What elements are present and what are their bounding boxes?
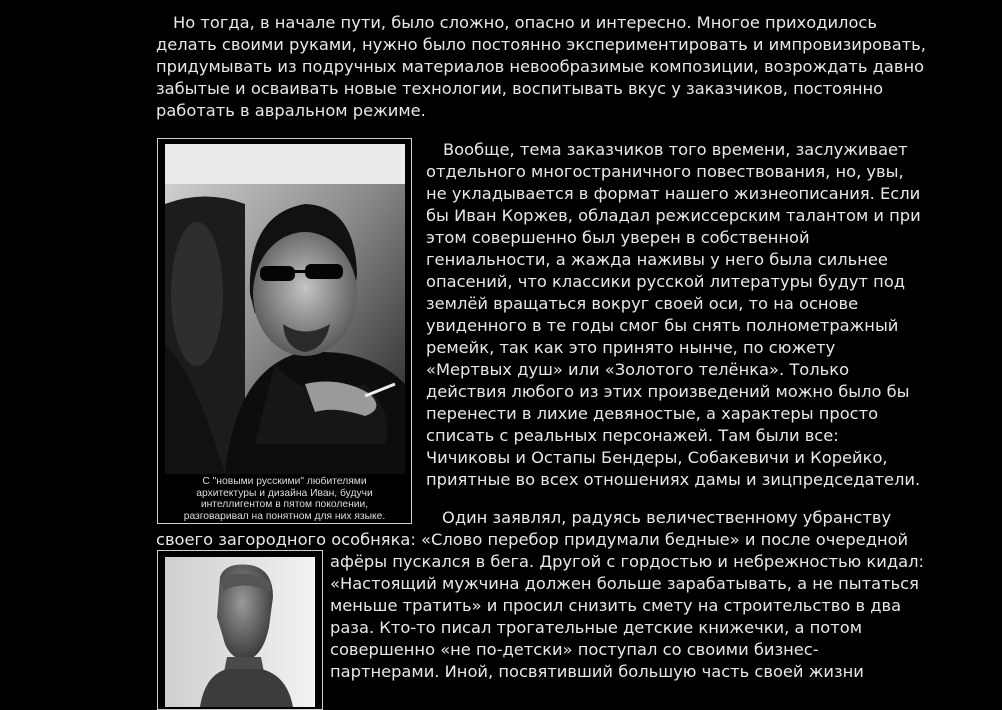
text-line: раза. Кто-то писал трогательные детские книжечки, а потом	[330, 618, 862, 637]
portrait-figure	[157, 138, 412, 524]
portrait-photo	[165, 144, 405, 474]
paragraph-2	[426, 139, 921, 491]
text-line: Чичиковы и Остапы Бендеры, Собакевичи и Корейко,	[426, 448, 888, 467]
text-line: списать с реальных персонажей. Там были все:	[426, 426, 839, 445]
text-line: опасений, что классики русской литературы будут под	[426, 272, 906, 291]
text-line: партнерами. Иной, посвятивший большую часть своей жизни	[330, 662, 864, 681]
text-line: работать в авральном режиме.	[156, 101, 426, 120]
text-line: этом совершенно был уверен в собственной	[426, 228, 810, 247]
text-line: «Настоящий мужчина должен больше зарабатывать, а не пытаться	[330, 574, 919, 593]
text-line: Но тогда, в начале пути, было сложно, опасно и интересно. Многое приходилось	[173, 13, 877, 32]
text-line: забытые и осваивать новые технологии, воспитывать вкус у заказчиков, постоянно	[156, 79, 884, 98]
text-line: «Мертвых душ» или «Золотого телёнка». Только	[426, 360, 850, 379]
text-line: придумывать из подручных материалов невообразимые композиции, возрождать давно	[156, 57, 925, 76]
text-line: землёй вращаться вокруг своей оси, то на основе	[426, 294, 859, 313]
text-line: не укладывается в формат нашего жизнеописания. Если	[426, 184, 921, 203]
text-line: приятные во всех отношениях дамы и зицпредседатели.	[426, 470, 921, 489]
text-line: действия любого из этих произведений можно было бы	[426, 382, 910, 401]
paragraph-3	[156, 507, 909, 551]
text-line: бы Иван Коржев, обладал режиссерским талантом и при	[426, 206, 921, 225]
text-line: афёры пускался в бега. Другой с гордостью и небрежностью кидал:	[330, 552, 924, 571]
text-line: делать своими руками, нужно было постоянно экспериментировать и импровизировать,	[156, 35, 926, 54]
text-line: Вообще, тема заказчиков того времени, заслуживает	[443, 140, 908, 159]
caption-line: разговаривал на понятном для них языке.	[183, 510, 386, 522]
paragraph-1	[156, 12, 926, 122]
text-line: своего загородного особняка: «Слово перебор придумали бедные» и после очередной	[156, 530, 909, 549]
text-line: отдельного многостраничного повествования, но, увы,	[426, 162, 904, 181]
text-line: гениальности, а жажда наживы у него была сильнее	[426, 250, 888, 269]
text-line: перенести в лихие девяностые, а характеры просто	[426, 404, 879, 423]
caption-line: архитектуры и дизайна Иван, будучи	[196, 487, 373, 499]
text-line: увиденного в те годы смог бы снять полнометражный	[426, 316, 899, 335]
paragraph-3-continued	[330, 551, 924, 683]
bust-figure	[157, 550, 323, 710]
text-line: ремейк, так как это принято нынче, по сюжету	[426, 338, 836, 357]
caption-line: интеллигентом в пятом поколении,	[200, 499, 369, 510]
text-line: меньше тратить» и просил снизить смету на строительство в два	[330, 596, 902, 615]
text-line: совершенно «не по-детски» поступал со своими бизнес-	[330, 640, 819, 659]
text-line: Один заявлял, радуясь величественному убранству	[442, 508, 892, 527]
bust-photo	[165, 557, 315, 707]
caption-line: С "новыми русскими" любителями	[202, 476, 367, 487]
